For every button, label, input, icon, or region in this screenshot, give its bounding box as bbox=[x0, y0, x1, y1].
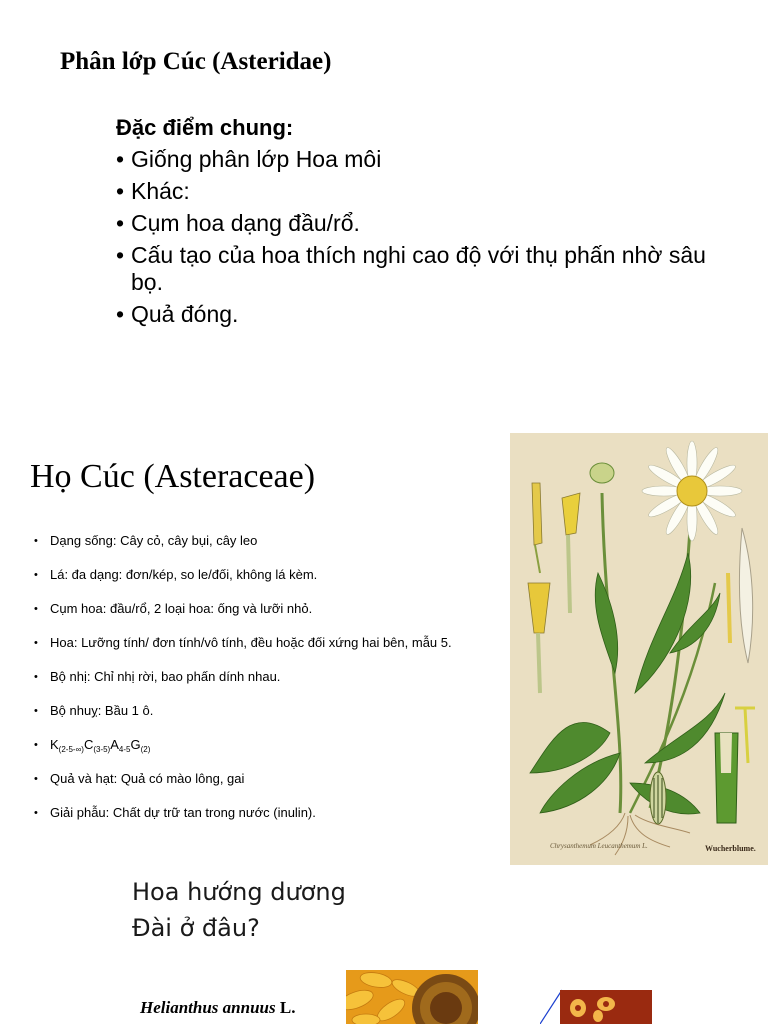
formula-c: C bbox=[83, 737, 94, 752]
illustration-label: Wucherblume. bbox=[705, 844, 756, 853]
list-item: • Cấu tạo của hoa thích nghi cao độ với thụ phấn nhờ sâu bọ. bbox=[116, 242, 736, 296]
species-label bbox=[140, 998, 295, 1018]
flower-diagram bbox=[540, 988, 660, 1024]
list-item: • Dạng sống: Cây cỏ, cây bụi, cây leo bbox=[34, 532, 504, 566]
formula-k-sub: (2-5-∞) bbox=[58, 745, 84, 754]
formula-a: A bbox=[110, 737, 119, 752]
species-name: Helianthus annuus bbox=[140, 998, 276, 1017]
floral-formula bbox=[34, 736, 504, 770]
formula-g-sub: (2) bbox=[140, 745, 151, 754]
botanical-illustration bbox=[510, 433, 768, 865]
list-item: • Giải phẫu: Chất dự trữ tan trong nước (inulin). bbox=[34, 804, 504, 838]
list-item: • Hoa: Lưỡng tính/ đơn tính/vô tính, đều hoặc đối xứng hai bên, mẫu 5. bbox=[34, 634, 504, 668]
slide1-title: Phân lớp Cúc (Asteridae) bbox=[60, 48, 332, 75]
list-item: • Giống phân lớp Hoa môi bbox=[116, 146, 736, 173]
slide1-bullet-list bbox=[116, 146, 736, 333]
list-item: • Cụm hoa: đầu/rổ, 2 loại hoa: ống và lưỡi nhỏ. bbox=[34, 600, 504, 634]
slide2-bullet-list bbox=[34, 532, 504, 838]
list-item: • Bộ nhị: Chỉ nhị rời, bao phấn dính nhau. bbox=[34, 668, 504, 702]
daisy-illustration bbox=[510, 433, 768, 865]
formula-g: G bbox=[130, 737, 141, 752]
list-item: • Lá: đa dạng: đơn/kép, so le/đối, không lá kèm. bbox=[34, 566, 504, 600]
sunflower-photo bbox=[346, 970, 478, 1024]
list-item: • Quả và hạt: Quả có mào lông, gai bbox=[34, 770, 504, 804]
list-item: • Bộ nhuỵ: Bầu 1 ô. bbox=[34, 702, 504, 736]
slide3-heading-line2: Đài ở đâu? bbox=[132, 914, 260, 942]
formula-k: K bbox=[50, 737, 59, 752]
species-author: L. bbox=[279, 998, 296, 1017]
list-item: • Khác: bbox=[116, 178, 736, 205]
list-item: • Quả đóng. bbox=[116, 301, 736, 328]
formula-a-sub: 4-5 bbox=[118, 745, 131, 754]
slide1-subtitle: Đặc điểm chung: bbox=[116, 115, 294, 140]
illustration-caption: Chrysanthemum Leucanthemum L. bbox=[550, 842, 648, 850]
slide2-title: Họ Cúc (Asteraceae) bbox=[30, 458, 316, 495]
list-item: • Cụm hoa dạng đầu/rổ. bbox=[116, 210, 736, 237]
formula-c-sub: (3-5) bbox=[93, 745, 111, 754]
slide3-heading-line1: Hoa hướng dương bbox=[132, 878, 346, 906]
